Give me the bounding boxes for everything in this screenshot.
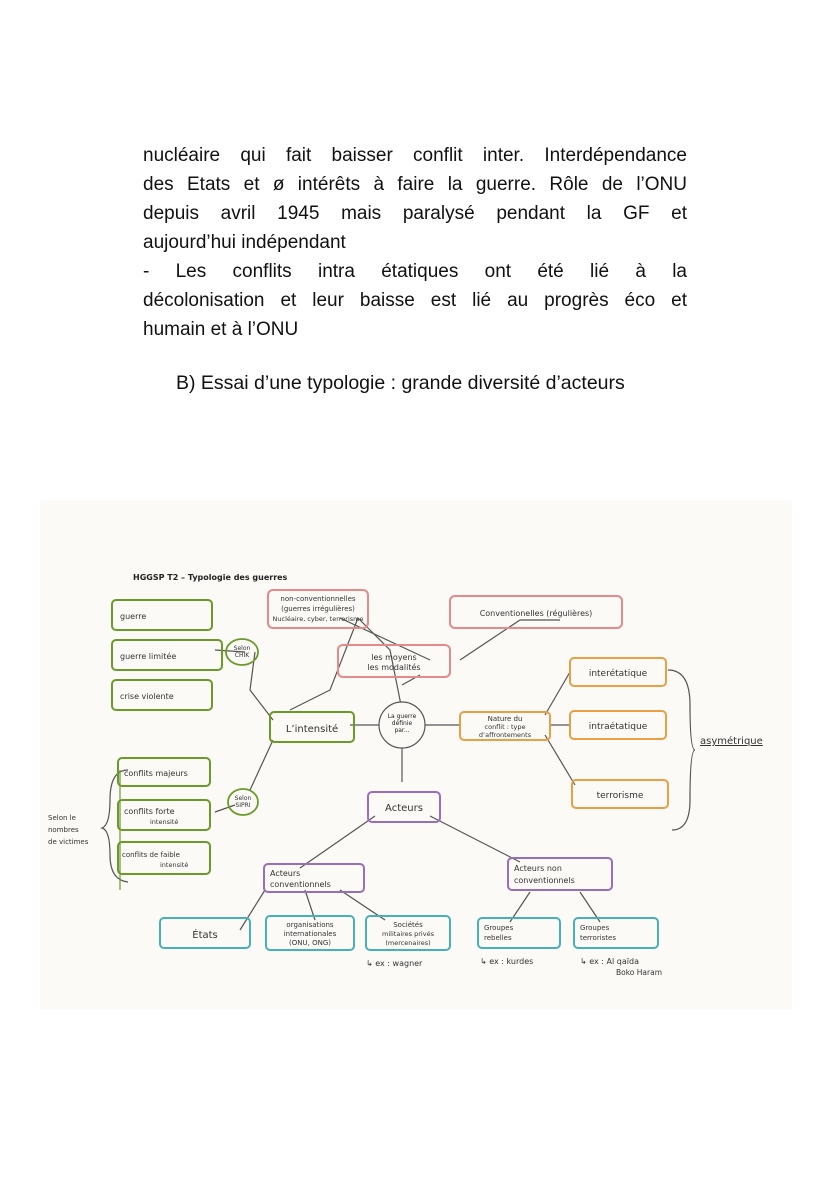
nature-line-3: d’affrontements [478, 731, 532, 739]
intraetatique-label: intraétatique [588, 722, 648, 732]
conflits-forte-line-1: conflits forte [124, 807, 175, 816]
sipri-line-1: Selon [234, 795, 252, 802]
societes-example: ↳ ex : wagner [366, 959, 423, 968]
center-line-1: La guerre [387, 713, 417, 720]
nature-line-1: Nature du [487, 715, 523, 723]
acteurs-conv-line-2: conventionnels [270, 880, 331, 889]
societes-line-1: Sociétés [393, 921, 423, 929]
organisations-line-2: internationales [283, 930, 337, 938]
moyens-line-2: les modalités [367, 663, 421, 672]
section-title: B) Essai d’une typologie : grande diversité d’acteurs [176, 372, 625, 394]
acteurs-label: Acteurs [385, 803, 423, 814]
terrorisme-label: terrorisme [596, 791, 644, 801]
guerre-label: guerre [120, 612, 147, 621]
organisations-line-1: organisations [286, 921, 334, 929]
conflits-forte-line-2: intensité [150, 818, 179, 826]
conflits-faible-line-2: intensité [160, 861, 189, 869]
selon-nombre-line-2: nombres [48, 826, 79, 834]
conflits-faible-line-1: conflits de faible [122, 851, 180, 859]
conflits-majeurs-label: conflits majeurs [124, 769, 188, 778]
paragraph-line-2: des Etats et ø intérêts à faire la guerre. Rôle de l’ONU [143, 174, 687, 195]
acteurs-nonconv-line-1: Acteurs non [514, 864, 562, 873]
guerre-limitee-label: guerre limitée [120, 652, 177, 661]
center-line-3: par... [394, 727, 410, 734]
paragraph-line-7: humain et à l’ONU [143, 319, 299, 340]
center-line-2: définie [391, 720, 413, 727]
paragraph-line-5: - Les conflits intra étatiques ont été lié à la [143, 261, 687, 282]
chik-line-2: CHIK [234, 652, 250, 659]
intensite-label: L’intensité [285, 724, 339, 735]
organisations-line-3: (ONU, ONG) [289, 939, 331, 947]
rebelles-example: ↳ ex : kurdes [480, 957, 534, 966]
body-paragraph [143, 141, 687, 344]
typology-mindmap [40, 500, 792, 1010]
etats-label: États [192, 930, 218, 941]
asymetrique-label: asymétrique [700, 736, 763, 747]
crise-violente-label: crise violente [120, 692, 174, 701]
interetatique-label: interétatique [588, 669, 648, 679]
nonconv-line-3: Nucléaire, cyber, terrorisme [272, 615, 364, 623]
societes-line-3: (mercenaires) [385, 939, 431, 947]
paragraph-line-1: nucléaire qui fait baisser conflit inter. Interdépendance [143, 145, 687, 166]
chik-line-1: Selon [233, 645, 251, 652]
terroristes-line-2: terroristes [580, 934, 616, 942]
nonconv-line-2: (guerres irrégulières) [281, 605, 355, 613]
selon-nombre-line-3: de victimes [48, 838, 89, 846]
sipri-line-2: SIPRI [235, 802, 251, 809]
acteurs-conv-line-1: Acteurs [270, 869, 301, 878]
nature-line-2: conflit : type [484, 723, 526, 731]
acteurs-nonconv-line-2: conventionnels [514, 876, 575, 885]
rebelles-line-2: rebelles [484, 934, 512, 942]
terroristes-example-2: Boko Haram [616, 968, 663, 977]
terroristes-line-1: Groupes [580, 924, 610, 932]
societes-line-2: militaires privés [382, 930, 434, 938]
selon-nombre-line-1: Selon le [48, 814, 76, 822]
paragraph-line-3: depuis avril 1945 mais paralysé pendant la GF et [143, 203, 687, 224]
moyens-line-1: les moyens [371, 653, 417, 662]
rebelles-line-1: Groupes [484, 924, 514, 932]
conventionnelles-label: Conventionelles (régulières) [479, 609, 593, 618]
diagram-header: HGGSP T2 – Typologie des guerres [133, 573, 288, 582]
nonconv-line-1: non-conventionnelles [280, 595, 356, 603]
paragraph-line-4: aujourd’hui indépendant [143, 232, 346, 253]
terroristes-example-1: ↳ ex : Al qaïda [580, 957, 639, 966]
paragraph-line-6: décolonisation et leur baisse est lié au progrès éco et [143, 290, 687, 311]
